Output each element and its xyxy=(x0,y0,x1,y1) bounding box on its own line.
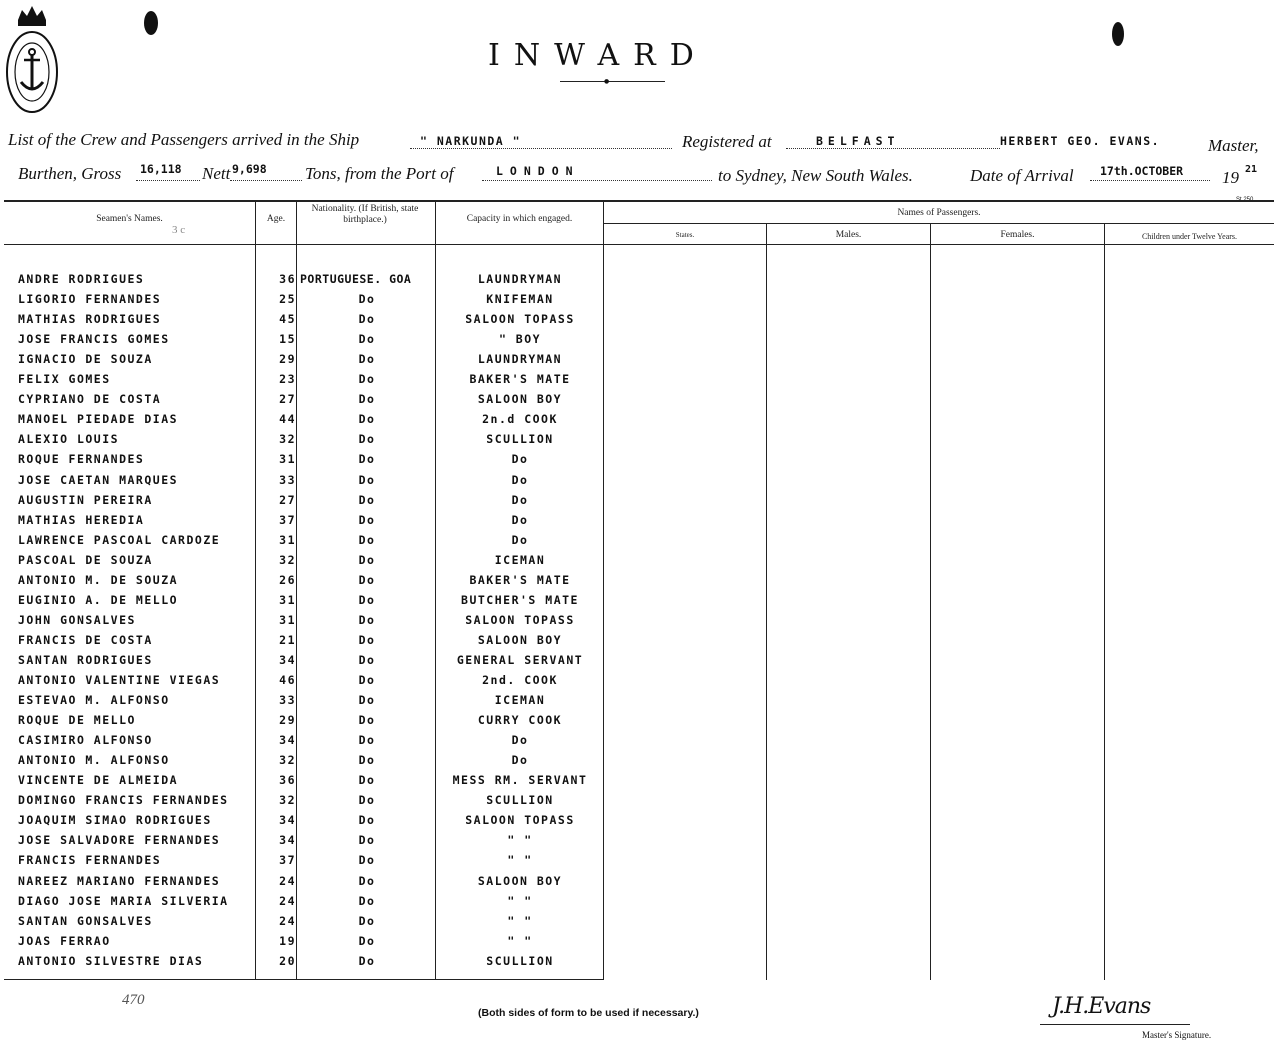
crew-capacity: KNIFEMAN xyxy=(486,292,554,306)
crew-nationality: Do xyxy=(358,593,376,607)
crew-name: ROQUE FERNANDES xyxy=(18,452,145,466)
crew-name: LAWRENCE PASCOAL CARDOZE xyxy=(18,533,221,547)
header-females: Females. xyxy=(1000,230,1035,240)
crew-age: 29 xyxy=(279,352,296,366)
crew-capacity: " " xyxy=(507,833,533,847)
crew-capacity: " " xyxy=(507,894,533,908)
crew-capacity: SALOON TOPASS xyxy=(465,813,575,827)
crew-age: 24 xyxy=(279,894,296,908)
crew-age: 34 xyxy=(279,733,296,747)
crew-age: 20 xyxy=(279,954,296,968)
crew-nationality: Do xyxy=(358,813,376,827)
signature-label: Master's Signature. xyxy=(1142,1030,1212,1040)
crew-age: 31 xyxy=(279,533,296,547)
crew-age: 19 xyxy=(279,934,296,948)
crew-nationality: Do xyxy=(358,914,376,928)
crew-nationality: Do xyxy=(358,513,376,527)
crew-age: 23 xyxy=(279,372,296,386)
crew-name: ANTONIO SILVESTRE DIAS xyxy=(18,954,204,968)
crew-age: 46 xyxy=(279,673,296,687)
master-label: Master, xyxy=(1208,136,1259,155)
crew-name: JOAQUIM SIMAO RODRIGUES xyxy=(18,813,212,827)
crew-age: 15 xyxy=(279,332,296,346)
crew-age: 33 xyxy=(279,473,296,487)
crew-name: JOHN GONSALVES xyxy=(18,613,136,627)
crew-nationality: Do xyxy=(358,954,376,968)
crew-name: FRANCIS FERNANDES xyxy=(18,853,162,867)
gross-tonnage: 16,118 xyxy=(140,162,182,176)
header-capacity: Capacity in which engaged. xyxy=(466,214,573,224)
crew-age: 34 xyxy=(279,813,296,827)
crew-nationality: Do xyxy=(358,894,376,908)
crew-capacity: GENERAL SERVANT xyxy=(456,653,584,667)
crew-age: 26 xyxy=(279,573,296,587)
master-signature: J.H.Evans xyxy=(1052,994,1151,1019)
crew-age: 32 xyxy=(279,553,296,567)
crew-capacity: Do xyxy=(511,473,529,487)
crew-capacity: CURRY COOK xyxy=(477,713,563,727)
crew-nationality: Do xyxy=(358,452,376,466)
crew-nationality: Do xyxy=(358,432,376,446)
crew-age: 33 xyxy=(279,693,296,707)
crew-age: 32 xyxy=(279,753,296,767)
crew-age: 32 xyxy=(279,793,296,807)
crew-nationality: Do xyxy=(358,713,376,727)
header-children: Children under Twelve Years. xyxy=(1141,232,1238,241)
crew-list-lead: List of the Crew and Passengers arrived in the Ship xyxy=(8,130,360,149)
crew-capacity: SCULLION xyxy=(486,954,554,968)
crew-name: VINCENTE DE ALMEIDA xyxy=(18,773,179,787)
crew-name: MATHIAS RODRIGUES xyxy=(18,312,162,326)
crew-nationality: Do xyxy=(358,533,376,547)
crew-name: IGNACIO DE SOUZA xyxy=(18,352,153,366)
page-number: 470 xyxy=(122,992,145,1008)
crew-nationality: Do xyxy=(358,753,376,767)
crew-capacity: " " xyxy=(507,934,533,948)
arrival-date: 17th.OCTOBER xyxy=(1100,164,1184,178)
pencil-mark: 3 c xyxy=(172,224,186,236)
crew-capacity: " BOY xyxy=(498,332,542,346)
crew-capacity: Do xyxy=(511,753,529,767)
crew-name: ALEXIO LOUIS xyxy=(18,432,120,446)
form-note: (Both sides of form to be used if necessary.) xyxy=(478,1007,699,1019)
crew-age: 34 xyxy=(279,653,296,667)
form-line-1 xyxy=(0,128,1279,155)
crew-age: 36 xyxy=(279,773,296,787)
year-prefix: 19 xyxy=(1222,168,1239,187)
crew-name: JOAS FERRAO xyxy=(18,934,111,948)
crew-capacity: SALOON TOPASS xyxy=(465,613,575,627)
crew-capacity: MESS RM. SERVANT xyxy=(452,773,588,787)
crew-nationality: Do xyxy=(358,473,376,487)
crew-name: LIGORIO FERNANDES xyxy=(18,292,162,306)
arrival-label: Date of Arrival xyxy=(970,166,1074,185)
crew-age: 37 xyxy=(279,853,296,867)
crew-name: NAREEZ MARIANO FERNANDES xyxy=(18,874,221,888)
crew-name: CASIMIRO ALFONSO xyxy=(18,733,153,747)
form-title: INWARD xyxy=(488,38,708,73)
crew-capacity: SCULLION xyxy=(486,793,554,807)
crew-capacity: SCULLION xyxy=(486,432,554,446)
crew-nationality: Do xyxy=(358,553,376,567)
crew-name: SANTAN RODRIGUES xyxy=(18,653,153,667)
crew-age: 27 xyxy=(279,493,296,507)
header-seamens-names: Seamen's Names. xyxy=(96,214,163,224)
crew-capacity: Do xyxy=(511,493,529,507)
crew-nationality: Do xyxy=(358,733,376,747)
registered-port: BELFAST xyxy=(816,134,900,148)
crew-name: ANTONIO M. DE SOUZA xyxy=(18,573,179,587)
crew-name: MATHIAS HEREDIA xyxy=(18,513,145,527)
crew-name: JOSE SALVADORE FERNANDES xyxy=(18,833,221,847)
crew-capacity: 2n.d COOK xyxy=(482,412,558,426)
nett-label: Nett xyxy=(202,164,231,183)
crew-age: 29 xyxy=(279,713,296,727)
crew-name: AUGUSTIN PEREIRA xyxy=(18,493,153,507)
crew-age: 31 xyxy=(279,593,296,607)
crew-age: 34 xyxy=(279,833,296,847)
crew-age: 32 xyxy=(279,432,296,446)
crew-nationality: Do xyxy=(358,673,376,687)
year-suffix: 21 xyxy=(1245,164,1258,175)
crew-nationality: Do xyxy=(358,312,376,326)
crew-nationality: Do xyxy=(358,412,376,426)
crew-nationality: Do xyxy=(358,653,376,667)
crew-capacity: Do xyxy=(511,452,529,466)
crew-nationality: Do xyxy=(358,693,376,707)
crew-capacity: ICEMAN xyxy=(494,693,546,707)
crew-capacity: BUTCHER'S MATE xyxy=(461,593,579,607)
crew-age: 37 xyxy=(279,513,296,527)
crew-age: 31 xyxy=(279,452,296,466)
department-seal xyxy=(4,2,60,114)
header-males: Males. xyxy=(835,230,862,240)
crew-name: ANTONIO VALENTINE VIEGAS xyxy=(18,673,221,687)
header-age: Age. xyxy=(266,214,286,224)
header-states: States. xyxy=(675,231,695,239)
crew-capacity: SALOON TOPASS xyxy=(465,312,575,326)
crew-capacity: LAUNDRYMAN xyxy=(477,352,563,366)
crew-nationality: Do xyxy=(358,292,376,306)
crew-age: 31 xyxy=(279,613,296,627)
crew-age: 24 xyxy=(279,874,296,888)
crew-capacity: BAKER'S MATE xyxy=(469,573,571,587)
crew-name: EUGINIO A. DE MELLO xyxy=(18,593,179,607)
from-port: LONDON xyxy=(496,164,580,178)
form-line-2 xyxy=(0,162,1279,188)
crew-nationality: Do xyxy=(358,773,376,787)
crew-age: 21 xyxy=(279,633,296,647)
crew-nationality: Do xyxy=(358,934,376,948)
crew-capacity: SALOON BOY xyxy=(477,874,563,888)
crew-capacity: SALOON BOY xyxy=(477,633,563,647)
crew-capacity: Do xyxy=(511,513,529,527)
crew-name: FRANCIS DE COSTA xyxy=(18,633,153,647)
crew-capacity: Do xyxy=(511,533,529,547)
crew-name: DIAGO JOSE MARIA SILVERIA xyxy=(18,894,229,908)
crew-name: JOSE FRANCIS GOMES xyxy=(18,332,170,346)
registered-label: Registered at xyxy=(682,132,772,151)
crew-nationality: Do xyxy=(358,493,376,507)
crew-name: ROQUE DE MELLO xyxy=(18,713,136,727)
header-nationality: Nationality. (If British, state birthplace.) xyxy=(311,204,419,225)
destination-label: to Sydney, New South Wales. xyxy=(718,166,913,185)
crew-age: 44 xyxy=(279,412,296,426)
ink-blot xyxy=(1112,22,1124,46)
crew-nationality: Do xyxy=(358,573,376,587)
crew-nationality: Do xyxy=(358,633,376,647)
crew-capacity: LAUNDRYMAN xyxy=(477,272,563,286)
crew-nationality: PORTUGUESE. GOA xyxy=(300,272,412,286)
crew-nationality: Do xyxy=(358,613,376,627)
tons-label: Tons, from the Port of xyxy=(305,164,454,183)
crew-name: DOMINGO FRANCIS FERNANDES xyxy=(18,793,229,807)
crew-age: 24 xyxy=(279,914,296,928)
crew-nationality: Do xyxy=(358,392,376,406)
header-passengers: Names of Passengers. xyxy=(897,208,981,218)
crew-capacity: " " xyxy=(507,853,533,867)
crew-age: 45 xyxy=(279,312,296,326)
crew-age: 25 xyxy=(279,292,296,306)
crew-nationality: Do xyxy=(358,793,376,807)
crew-capacity: SALOON BOY xyxy=(477,392,563,406)
crew-capacity: ICEMAN xyxy=(494,553,546,567)
ship-name: " NARKUNDA " xyxy=(420,134,522,148)
crew-name: FELIX GOMES xyxy=(18,372,111,386)
crew-capacity: Do xyxy=(511,733,529,747)
crew-nationality: Do xyxy=(358,874,376,888)
crew-capacity: 2nd. COOK xyxy=(482,673,558,687)
crew-capacity: BAKER'S MATE xyxy=(469,372,571,386)
nett-tonnage: 9,698 xyxy=(232,162,267,176)
crew-nationality: Do xyxy=(358,372,376,386)
crew-nationality: Do xyxy=(358,853,376,867)
crew-capacity: " " xyxy=(507,914,533,928)
crew-name: SANTAN GONSALVES xyxy=(18,914,153,928)
crew-name: PASCOAL DE SOUZA xyxy=(18,553,153,567)
crew-name: ANDRE RODRIGUES xyxy=(18,272,145,286)
crew-age: 36 xyxy=(279,272,296,286)
ink-blot xyxy=(144,11,158,35)
crew-name: ESTEVAO M. ALFONSO xyxy=(18,693,170,707)
crew-name: JOSE CAETAN MARQUES xyxy=(18,473,179,487)
crew-age: 27 xyxy=(279,392,296,406)
crew-name: MANOEL PIEDADE DIAS xyxy=(18,412,179,426)
crew-nationality: Do xyxy=(358,332,376,346)
master-name: HERBERT GEO. EVANS. xyxy=(1000,134,1161,148)
crew-name: ANTONIO M. ALFONSO xyxy=(18,753,170,767)
crew-nationality: Do xyxy=(358,833,376,847)
crew-name: CYPRIANO DE COSTA xyxy=(18,392,162,406)
burthen-label: Burthen, Gross xyxy=(18,164,122,183)
crew-nationality: Do xyxy=(358,352,376,366)
